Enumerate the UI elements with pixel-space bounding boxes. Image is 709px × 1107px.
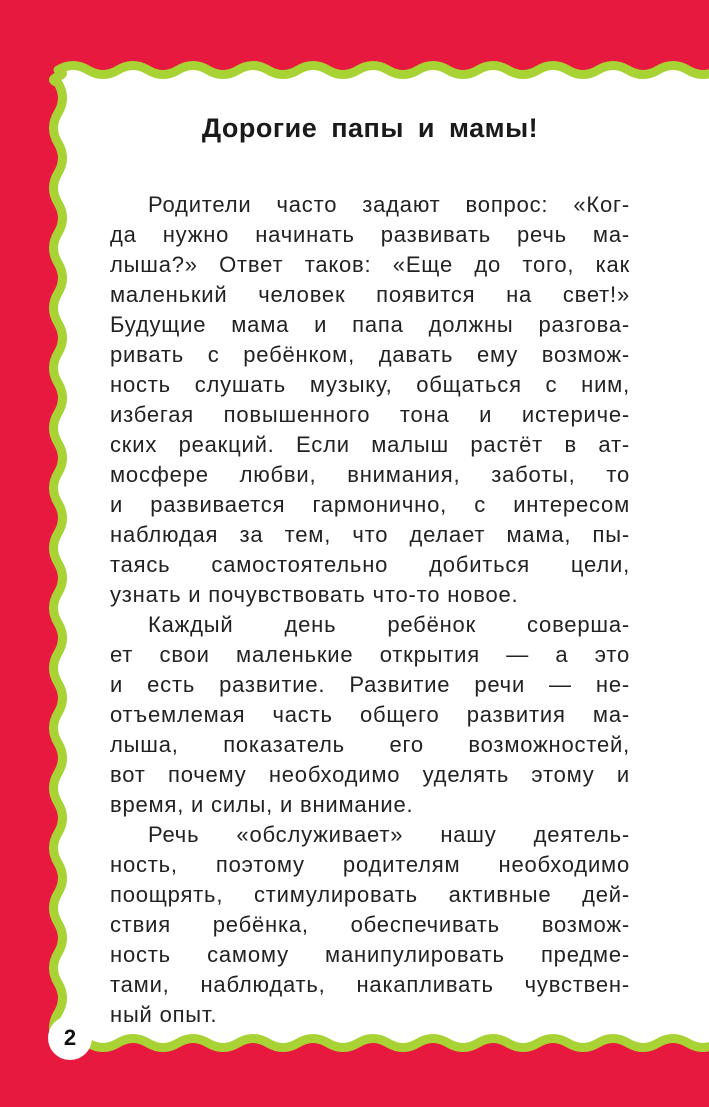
text-line: наблюдая за тем, что делает мама, пы-: [110, 522, 630, 547]
paragraph: [110, 820, 630, 1030]
text-line: тами, наблюдать, накапливать чувствен-: [110, 972, 630, 997]
page-number: 2: [48, 1016, 92, 1060]
text-line: ет свои маленькие открытия — а это: [110, 642, 630, 667]
text-line: маленький человек появится на свет!»: [110, 282, 630, 307]
text-line: лыша?» Ответ таков: «Еще до того, как: [110, 252, 630, 277]
text-line: таясь самостоятельно добиться цели,: [110, 552, 630, 577]
paragraph: [110, 610, 630, 820]
text-line: лыша, показатель его возможностей,: [110, 732, 630, 757]
text-line: время, и силы, и внимание.: [110, 792, 414, 817]
text-line: ских реакций. Если малыш растёт в ат-: [110, 432, 630, 457]
page-title: Дорогие папы и мамы!: [201, 113, 539, 143]
text-line: ность слушать музыку, общаться с ним,: [110, 372, 630, 397]
text-line: вот почему необходимо уделять этому и: [110, 762, 630, 787]
text-line: поощрять, стимулировать активные дей-: [110, 882, 630, 907]
text-line: узнать и почувствовать что-то новое.: [110, 582, 519, 607]
paragraph: [110, 190, 630, 610]
text-line: ный опыт.: [110, 1002, 218, 1027]
text-line: ствия ребёнка, обеспечивать возмож-: [110, 912, 630, 937]
text-line: да нужно начинать развивать речь ма-: [110, 222, 630, 247]
text-line: ность самому манипулировать предме-: [110, 942, 630, 967]
text-line: ность, поэтому родителям необходимо: [110, 852, 630, 877]
text-line: Будущие мама и папа должны разгова-: [110, 312, 630, 337]
text-line: Родители часто задают вопрос: «Ког-: [148, 192, 630, 217]
text-line: Каждый день ребёнок соверша-: [148, 612, 630, 637]
text-line: избегая повышенного тона и истериче-: [110, 402, 630, 427]
text-line: отъемлемая часть общего развития ма-: [110, 702, 630, 727]
text-line: и есть развитие. Развитие речи — не-: [110, 672, 630, 697]
page-content: [110, 108, 630, 1030]
text-line: Речь «обслуживает» нашу деятель-: [148, 822, 630, 847]
text-line: и развивается гармонично, с интересом: [110, 492, 630, 517]
text-line: мосфере любви, внимания, заботы, то: [110, 462, 630, 487]
body-text: [110, 190, 630, 1030]
text-line: ривать с ребёнком, давать ему возмож-: [110, 342, 630, 367]
